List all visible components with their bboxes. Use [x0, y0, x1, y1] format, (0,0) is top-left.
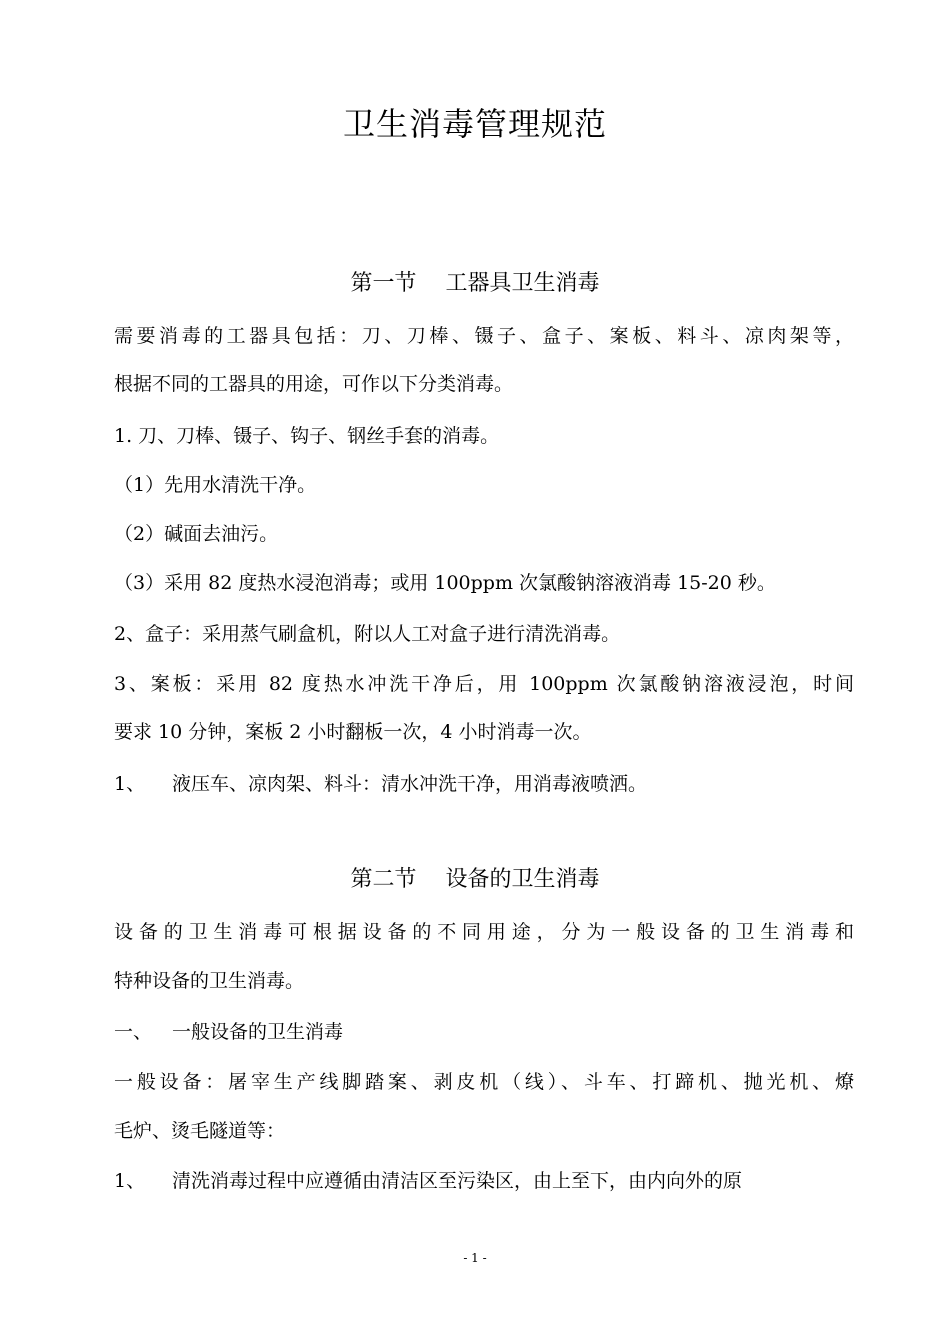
section-1-item-4 — [114, 770, 854, 798]
section-2-sub-heading-text: 一般设备的卫生消毒 — [172, 1021, 344, 1043]
section-2-sub-heading-number: 一、 — [114, 1021, 153, 1043]
section-1-item-1-sub-1: （1）先用水清洗干净。 — [114, 474, 317, 496]
section-2-intro-line-2: 特种设备的卫生消毒。 — [114, 970, 305, 992]
page-number: - 1 - — [463, 1251, 487, 1265]
section-1-item-4-number: 1、 — [114, 773, 146, 795]
section-1-item-1: 1. 刀、刀棒、镊子、钩子、钢丝手套的消毒。 — [114, 425, 500, 447]
section-1-item-1-sub-2: （2）碱面去油污。 — [114, 523, 279, 545]
section-2-sub-heading — [114, 1018, 854, 1046]
section-1-heading: 第一节 工器具卫生消毒 — [350, 271, 600, 296]
section-1-item-4-text: 液压车、凉肉架、料斗：清水冲洗干净，用消毒液喷洒。 — [172, 773, 648, 795]
section-2-intro-line-1: 设备的卫生消毒可根据设备的不同用途，分为一般设备的卫生消毒和 — [114, 921, 854, 943]
section-1-item-3-line-1: 3、案板：采用 82 度热水冲洗干净后，用 100ppm 次氯酸钠溶液浸泡，时间 — [114, 673, 854, 695]
section-1-item-3-line-2: 要求 10 分钟，案板 2 小时翻板一次，4 小时消毒一次。 — [114, 721, 592, 743]
section-1-item-1-sub-3: （3）采用 82 度热水浸泡消毒；或用 100ppm 次氯酸钠溶液消毒 15-20 秒。 — [114, 572, 776, 594]
section-2-item-1 — [114, 1167, 854, 1195]
section-2-item-1-number: 1、 — [114, 1170, 146, 1192]
section-1-intro-line-1: 需要消毒的工器具包括：刀、刀棒、镊子、盒子、案板、料斗、凉肉架等， — [114, 325, 854, 347]
section-2-general-line-2: 毛炉、烫毛隧道等： — [114, 1120, 286, 1142]
section-2-heading: 第二节 设备的卫生消毒 — [350, 867, 600, 892]
document-title: 卫生消毒管理规范 — [342, 105, 607, 143]
section-1-intro-line-2: 根据不同的工器具的用途，可作以下分类消毒。 — [114, 373, 514, 395]
section-2-item-1-text: 清洗消毒过程中应遵循由清洁区至污染区，由上至下，由内向外的原 — [172, 1170, 743, 1192]
section-1-item-2: 2、盒子：采用蒸气刷盒机，附以人工对盒子进行清洗消毒。 — [114, 623, 621, 645]
section-2-general-line-1: 一般设备：屠宰生产线脚踏案、剥皮机（线）、斗车、打蹄机、抛光机、燎 — [114, 1071, 854, 1093]
